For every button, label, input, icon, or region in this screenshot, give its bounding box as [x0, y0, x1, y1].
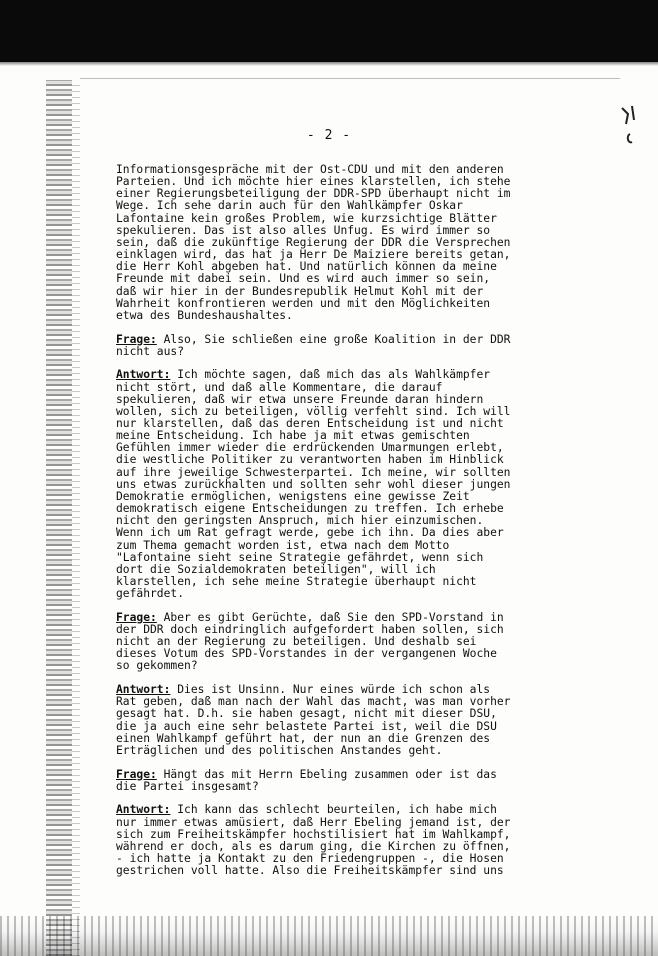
line-text: daß wir hier in der Bundesrepublik Helmut Kohl mit der — [116, 284, 484, 298]
line-text: sein, daß die zukünftige Regierung der DDR die Versprechen — [116, 235, 511, 249]
paragraph — [116, 334, 536, 358]
line-text: Aber es gibt Gerüchte, daß Sie den SPD-Vorstand in — [156, 610, 504, 624]
paragraph — [116, 769, 536, 793]
paragraph — [116, 684, 536, 757]
text-line — [116, 310, 536, 322]
page-top-edge — [80, 78, 620, 79]
line-text: Rat geben, daß man nach der Wahl das macht, was man vorher — [116, 695, 511, 709]
line-text: Also, Sie schließen eine große Koalition in der DDR — [156, 332, 511, 346]
line-text: etwa des Bundeshaushaltes. — [116, 308, 293, 322]
line-text: Informationsgespräche mit der Ost-CDU und mit den anderen — [116, 163, 504, 176]
line-text: zum Thema gemacht worden ist, etwa nach dem Motto — [116, 538, 450, 552]
line-text: nicht stört, und daß alle Kommentare, die darauf — [116, 380, 443, 394]
line-text: einer Regierungsbeteiligung der DDR-SPD überhaupt nicht im — [116, 187, 511, 201]
line-text: so gekommen? — [116, 659, 198, 673]
text-line — [116, 865, 536, 877]
line-text: Demokratie ermöglichen, wenigstens eine gewisse Zeit — [116, 489, 470, 503]
line-text: Wenn ich um Rat gefragt werde, gebe ich ihn. Da dies aber — [116, 526, 504, 540]
scan-top-shadow — [0, 0, 658, 62]
line-text: nur klarstellen, daß das deren Entscheidung ist und nicht — [116, 416, 504, 430]
line-text: Wahrheit konfrontieren werden und mit den Möglichkeiten — [116, 296, 491, 310]
scan-left-edge-noise — [46, 80, 72, 956]
line-text: - ich hatte ja Kontakt zu den Friedengruppen -, die Hosen — [116, 851, 504, 865]
text-line — [116, 588, 536, 600]
line-text: dieses Votum des SPD-Vorstandes in der vergangenen Woche — [116, 647, 497, 661]
paragraph — [116, 369, 536, 600]
paragraph — [116, 164, 536, 322]
line-text: dort die Sozialdemokraten beteiligen", will ich — [116, 562, 436, 576]
line-text: Ich möchte sagen, daß mich das als Wahlkämpfer — [170, 368, 491, 382]
line-text: der DDR doch eindringlich aufgefordert haben sollen, sich — [116, 622, 504, 636]
line-text: Erträglichen und des politischen Anstandes geht. — [116, 743, 443, 757]
line-text: wollen, sich zu beteiligen, völlig verfehlt sind. Ich will — [116, 404, 511, 418]
line-text: spekulieren. Das ist also alles Unfug. Es wird immer so — [116, 223, 491, 237]
line-text: uns etwas zurückhalten und sollten sehr wohl dieser jungen — [116, 477, 511, 491]
line-text: während er doch, als es darum ging, die Kirchen zu öffnen, — [116, 839, 511, 853]
line-text: klarstellen, ich sehe meine Strategie überhaupt nicht — [116, 575, 477, 588]
speaker-label: Frage: — [116, 767, 157, 781]
line-text: spekulieren, daß wir etwa unsere Freunde daran hindern — [116, 392, 484, 406]
line-text: nicht aus? — [116, 344, 185, 358]
line-text: gefährdet. — [116, 587, 185, 601]
line-text: demokratisch eigene Entscheidungen zu treffen. Ich erhebe — [116, 502, 504, 516]
line-text: sich zum Freiheitskämpfer hochstilisiert hat im Wahlkampf, — [116, 827, 511, 841]
speaker-label: Antwort: — [116, 683, 171, 697]
line-text: die Herr Kohl abgeben hat. Und natürlich können da meine — [116, 260, 497, 274]
line-text: gestrichen voll hatte. Also die Freiheitskämpfer sind uns — [116, 864, 504, 878]
line-text: gesagt hat. D.h. sie haben gesagt, nicht mit dieser DSU, — [116, 707, 497, 721]
text-line — [116, 781, 536, 793]
line-text: Wege. Ich sehe darin auch für den Wahlkämpfer Oskar — [116, 199, 463, 213]
line-text: Ich kann das schlecht beurteilen, ich habe mich — [170, 803, 497, 817]
paragraph — [116, 804, 536, 877]
line-text: auf ihre jeweilige Schwesterpartei. Ich meine, wir sollten — [116, 465, 511, 479]
line-text: nicht den geringsten Anspruch, mich hier einzumischen. — [116, 514, 484, 528]
line-text: Hängt das mit Herrn Ebeling zusammen oder ist das — [156, 767, 497, 781]
line-text: Dies ist Unsinn. Nur eines würde ich schon als — [170, 683, 491, 697]
line-text: Parteien. Und ich möchte hier eines klarstellen, ich stehe — [116, 175, 511, 189]
line-text: nur immer etwas amüsiert, daß Herr Ebeling jemand ist, der — [116, 815, 511, 829]
page-number: - 2 - — [306, 128, 352, 143]
speaker-label: Frage: — [116, 332, 157, 346]
line-text: Gefühlen immer wieder die erdrückenden Umarmungen erlebt, — [116, 441, 504, 455]
line-text: einen Wahlkampf geführt hat, der nun an die Grenzen des — [116, 731, 491, 745]
line-text: Lafontaine kein großes Problem, wie kurzsichtige Blätter — [116, 211, 497, 225]
paragraph — [116, 612, 536, 673]
line-text: meine Entscheidung. Ich habe ja mit etwas gemischten — [116, 429, 470, 443]
speaker-label: Frage: — [116, 610, 157, 624]
line-text: einklagen wird, das hat ja Herr De Maiziere bereits getan, — [116, 248, 511, 262]
text-line — [116, 745, 536, 757]
speaker-label: Antwort: — [116, 803, 171, 817]
scan-bottom-edge-noise — [0, 916, 658, 956]
line-text: Freunde mit dabei sein. Und es wird auch immer so sein, — [116, 272, 491, 286]
scan-left-edge-noise-inner — [72, 80, 80, 956]
line-text: die Partei insgesamt? — [116, 779, 259, 793]
line-text: nicht an der Regierung zu beteiligen. Und deshalb sei — [116, 635, 477, 649]
text-line — [116, 660, 536, 672]
line-text: die ja auch eine sehr belastete Partei ist, weil die DSU — [116, 719, 497, 733]
speaker-label: Antwort: — [116, 368, 171, 382]
body-text — [116, 164, 536, 889]
line-text: die westliche Politiker zu verantworten haben im Hinblick — [116, 453, 504, 467]
text-line — [116, 346, 536, 358]
line-text: "Lafontaine sieht seine Strategie gefährdet, wenn sich — [116, 550, 484, 564]
